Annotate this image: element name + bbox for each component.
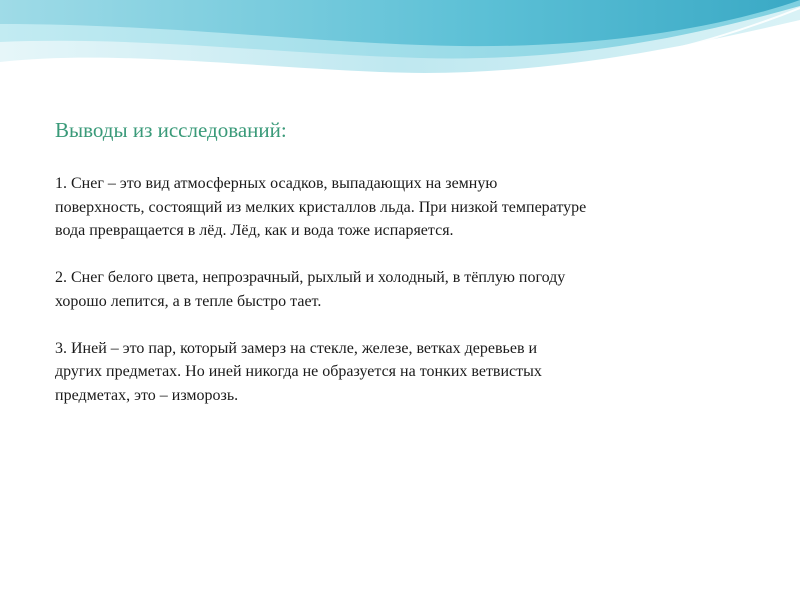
conclusion-line: других предметах. Но иней никогда не образуется на тонких ветвистых xyxy=(55,363,542,380)
wave-header-decoration xyxy=(0,0,800,100)
conclusion-item-1 xyxy=(55,172,755,243)
conclusion-line: поверхность, состоящий из мелких кристаллов льда. При низкой температуре xyxy=(55,198,587,216)
conclusion-line: 2. Снег белого цвета, непрозрачный, рыхлый и холодный, в тёплую погоду xyxy=(55,269,566,286)
slide-title: Выводы из исследований: xyxy=(55,118,287,142)
conclusion-item-2 xyxy=(55,266,755,313)
conclusion-line: 3. Иней – это пар, который замерз на стекле, железе, ветках деревьев и xyxy=(55,339,538,357)
conclusion-item-3 xyxy=(55,337,755,408)
conclusion-line: предметах, это – изморозь. xyxy=(55,386,239,404)
conclusion-line: хорошо лепится, а в тепле быстро тает. xyxy=(55,292,322,310)
conclusion-line: 1. Снег – это вид атмосферных осадков, выпадающих на земную xyxy=(55,175,498,192)
conclusions-list xyxy=(55,172,755,431)
conclusion-line: вода превращается в лёд. Лёд, как и вода тоже испаряется. xyxy=(55,222,454,239)
